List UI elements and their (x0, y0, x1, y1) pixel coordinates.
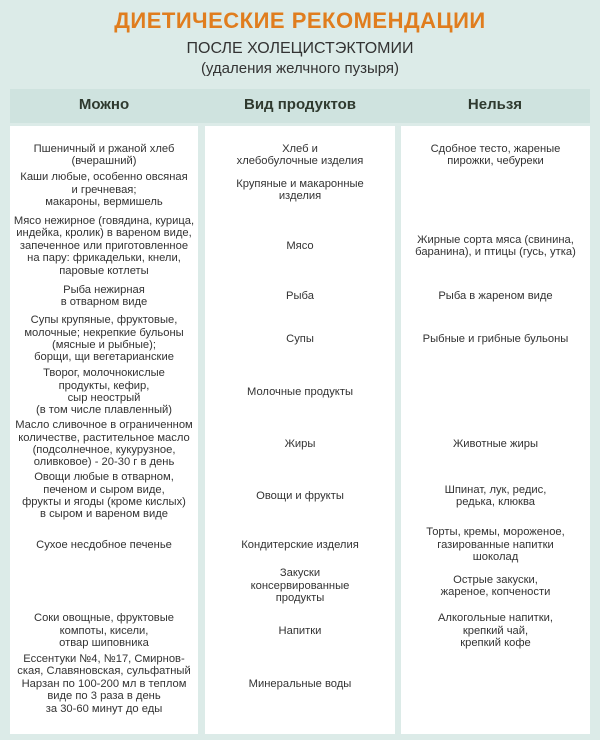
page-subtitle-note: (удаления желчного пузыря) (200, 60, 400, 77)
cell-text: Ессентуки №4, №17, Смирнов- ская, Славяновская, сульфатный Нарзан по 100-200 мл в теплом виде по 3 раза в день за 30-60 минут до еды (17, 652, 191, 715)
cell-category (207, 651, 393, 717)
cell-text: Супы (286, 332, 314, 345)
cell-text: Пшеничный и ржаной хлеб (вчерашний) (33, 142, 175, 167)
cell-text: Животные жиры (452, 437, 539, 450)
header-allowed: Можно (78, 96, 130, 113)
cell-text: Рыба (286, 289, 314, 302)
cell-text: Рыба в жареном виде (438, 289, 553, 302)
cell-text: Алкогольные напитки, крепкий чай, крепкий кофе (437, 612, 554, 650)
cell-allowed (12, 651, 196, 717)
cell-text: Сдобное тесто, жареные пирожки, чебуреки (430, 142, 561, 167)
cell-text: Супы крупяные, фруктовые, молочные; некрепкие бульоны (мясные и рыбные); борщи, щи вегетарианские (24, 314, 184, 364)
cell-text: Сухое несдобное печенье (36, 538, 172, 551)
cell-text: Овощи любые в отварном, печеном и сыром виде, фрукты и ягоды (кроме кислых) в сыром и вареном виде (22, 471, 186, 521)
cell-text: Мясо (286, 239, 314, 252)
cell-text: Хлеб и хлебобулочные изделия (236, 142, 364, 167)
cell-text: Кондитерские изделия (241, 538, 359, 551)
cell-text: Крупяные и макаронные изделия (236, 177, 364, 202)
page-title: ДИЕТИЧЕСКИЕ РЕКОМЕНДАЦИИ (114, 8, 486, 33)
cell-text: Минеральные воды (248, 677, 352, 690)
cell-text: Овощи и фрукты (256, 489, 344, 502)
cell-text: Жиры (284, 437, 316, 450)
cell-text: Напитки (278, 624, 322, 637)
header-category: Вид продуктов (243, 96, 357, 113)
page-subtitle: ПОСЛЕ ХОЛЕЦИСТЭКТОМИИ (186, 40, 414, 57)
cell-text: Мясо нежирное (говядина, курица, индейка, кролик) в вареном виде, запеченное или приготовленное на пару: фрикадельки, кнели, паровые котлеты (13, 214, 195, 277)
cell-text: Торты, кремы, мороженое, газированные напитки шоколад (426, 526, 565, 564)
cell-text: Рыбные и грибные бульоны (422, 332, 569, 345)
cell-text: Острые закуски, жареное, копчености (440, 573, 551, 598)
cell-text: Закуски консервированные продукты (250, 567, 350, 605)
cell-text: Каши любые, особенно овсяная и гречневая; макароны, вермишель (20, 171, 188, 209)
cell-text: Масло сливочное в ограниченном количестве, растительное масло (подсолнечное, кукурузное, оливковое) - 20-30 г в день (15, 419, 193, 469)
cell-forbidden (403, 651, 588, 717)
cell-text: Соки овощные, фруктовые компоты, кисели, отвар шиповника (33, 612, 175, 650)
header-forbidden: Нельзя (467, 96, 523, 113)
cell-text: Молочные продукты (247, 385, 353, 398)
cell-text: Рыба нежирная в отварном виде (60, 283, 148, 308)
cell-text: Творог, молочнокислые продукты, кефир, сыр неострый (в том числе плавленный) (36, 367, 172, 417)
cell-text: Шпинат, лук, редис, редька, клюква (444, 483, 547, 508)
cell-text: Жирные сорта мяса (свинина, баранина), и птицы (гусь, утка) (415, 233, 576, 258)
